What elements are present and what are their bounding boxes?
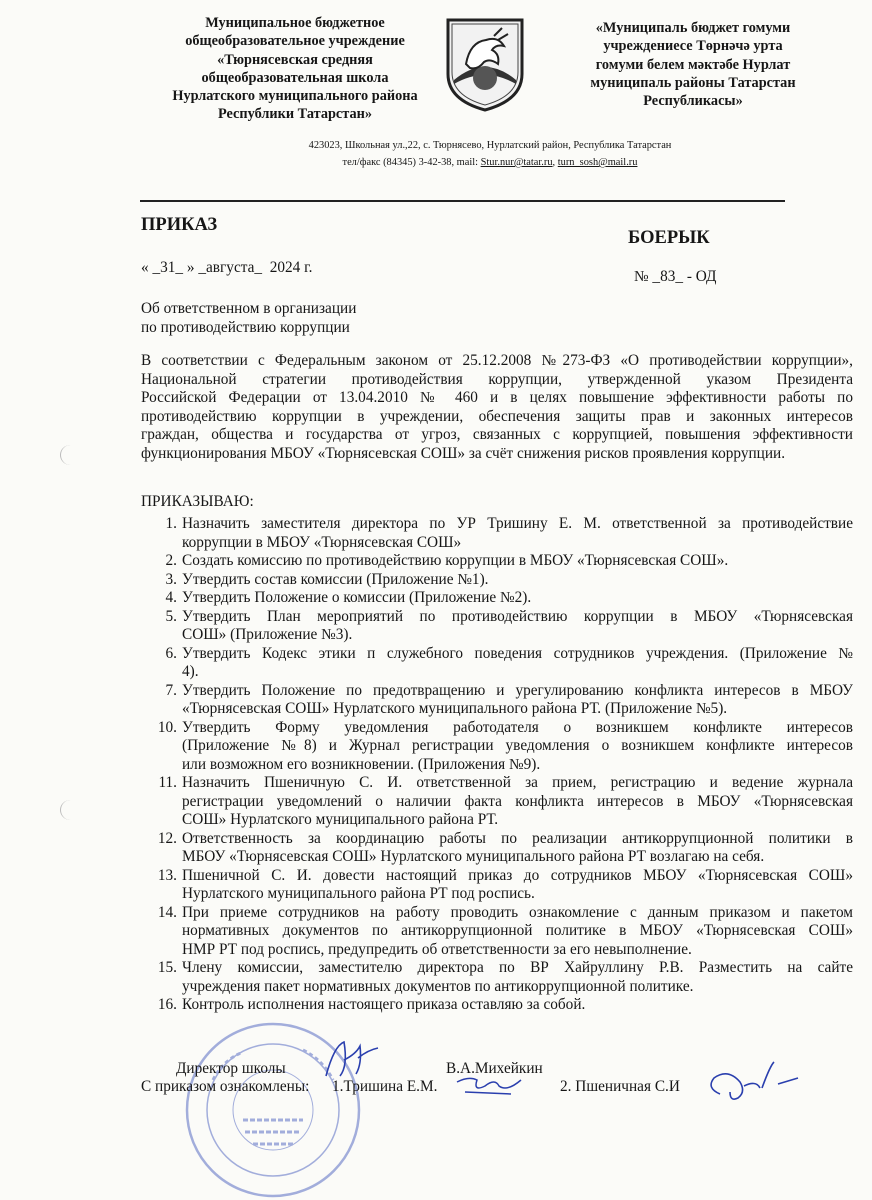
item-number: 6. [165,644,177,662]
preamble [141,352,853,463]
header-left-line: Нурлатского муниципального района [172,88,418,105]
person2-signature [700,1058,800,1108]
header-left-line: Республики Татарстан» [217,106,373,123]
director-role: Директор школы [176,1060,286,1077]
header-divider [140,200,785,202]
item-number: 3. [165,570,177,588]
item-number: 7. [165,681,177,699]
header-left-line: общеобразовательная школа [201,69,389,86]
item-text-line: Назначить Пшеничную С. И. ответственной за прием, регистрацию и ведение журнала [182,774,853,791]
phone: тел/факс (84345) 3-42-38, mail: [342,157,481,168]
list-item [141,904,853,960]
person1-signature [455,1072,525,1098]
preamble-line: противодействию коррупции в учреждении, обеспечения защиты прав и законных интересов [141,407,853,425]
acquainted-person-2: 2. Пшеничная С.И [560,1078,680,1095]
email-link[interactable]: turn_sosh@mail.ru [557,157,638,168]
item-text-line: Создать комиссию по противодействию коррупции в МБОУ «Тюрнясевская СОШ». [182,552,729,569]
item-text-line: Назначить заместителя директора по УР Тришину Е. М. ответственной за противодействие [182,515,853,532]
item-text-line: (Приложение №8) и Журнал регистрации уведомления о возникшем конфликте интересов [182,737,853,754]
item-text-line: нормативных документов по антикоррупционной политике в МБОУ «Тюрнясевская СОШ» [182,922,853,939]
item-number: 10. [157,718,177,736]
item-text-line: регистрации уведомлений о наличии факта конфликта интересов в МБОУ «Тюрнясевская [182,792,853,810]
subject-line: Об ответственном в организации [141,300,357,317]
list-item [141,515,853,552]
header-left [140,14,450,124]
item-text-line: Утвердить План мероприятий по противодействию коррупции в МБОУ «Тюрнясевская [182,607,853,625]
item-text-line: или возможном его возникновении. (Приложения №9). [182,755,541,773]
address: 423023, Школьная ул.,22, с. Тюрнясево, Нурлатский район, Республика Татарстан [308,140,672,151]
preamble-line: Российской Федерации от 13.04.2010 № 460 и в целях повышение эффективности работы по [141,389,853,406]
header-left-line: Муниципальное бюджетное [205,15,385,31]
separator: , [552,157,558,168]
item-text-line: Утвердить Положение по предотвращению и урегулированию конфликта интересов в МБОУ [182,681,853,699]
item-number: 13. [157,866,177,884]
preamble-line: граждан, общества и государства от угроз, связанных с коррупцией, повышения эффективности [141,426,853,443]
order-number: № _83_ - ОД [634,268,717,285]
acquainted-person-1: 1.Тришина Е.М. [332,1078,438,1095]
header-right-line: гомуми белем мәктәбе Нурлат [595,56,791,73]
list-item [141,571,853,590]
item-text-line: Ответственность за координацию работы по реализации антикоррупционной политики в [182,829,853,847]
item-number: 14. [157,903,177,921]
item-text-line: СОШ» (Приложение №3). [182,626,353,643]
header-right-line: Республикасы» [643,93,743,110]
item-text-line: Утвердить состав комиссии (Приложение №1). [182,570,489,588]
item-text-line: 4). [182,663,199,680]
list-item [141,830,853,867]
header-right-line: «Муниципаль бюджет гомуми [595,20,791,36]
title-boeryk: БОЕРЫК [628,228,710,248]
item-text-line: Пшеничной С. И. довести настоящий приказ до сотрудников МБОУ «Тюрнясевская СОШ» [182,866,853,884]
list-item [141,608,853,645]
header-left-line: общеобразовательное учреждение [185,33,405,50]
item-text-line: учреждения пакет нормативных документов по антикоррупционной политике. [182,977,694,995]
item-text-line: МБОУ «Тюрнясевская СОШ» Нурлатского муниципального района РТ возлагаю на себя. [182,848,765,865]
order-date: « _31_ » _августа_ 2024 г. [141,259,313,276]
item-number: 16. [157,996,177,1013]
email-link[interactable]: Stur.nur@tatar.ru [480,157,553,168]
order-subject [141,300,356,337]
item-text-line: СОШ» Нурлатского муниципального района РТ. [182,811,499,828]
list-item [141,552,853,571]
item-text-line: коррупции в МБОУ «Тюрнясевская СОШ» [182,533,462,551]
list-item [141,682,853,719]
prikazyvayu-heading: ПРИКАЗЫВАЮ: [141,493,254,510]
item-text-line: Утвердить Кодекс этики п служебного поведения сотрудников учреждения. (Приложение № [182,644,853,662]
margin-mark [60,445,81,465]
list-item [141,774,853,830]
item-number: 2. [165,552,177,569]
header-right-line: учреждениесе Төрнәчә урта [603,38,783,55]
item-number: 4. [165,589,177,606]
director-signature [322,1036,382,1084]
preamble-line: функционирования МБОУ «Тюрнясевская СОШ» за счёт снижения рисков проявления коррупции. [141,444,786,462]
header-right [548,19,838,110]
director-name: В.А.Михейкин [446,1060,543,1077]
item-text-line: «Тюрнясевская СОШ» Нурлатского муниципального района РТ. (Приложение №5). [182,700,728,717]
list-item [141,959,853,996]
item-text-line: Члену комиссии, заместителю директора по ВР Хайруллину Р.В. Разместить на сайте [182,959,853,976]
list-item [141,645,853,682]
item-text-line: Утвердить Форму уведомления работодателя о возникшем конфликте интересов [182,718,853,736]
item-number: 12. [157,829,177,847]
list-item [141,867,853,904]
item-text-line: Нурлатского муниципального района РТ под роспись. [182,885,535,902]
header-right-line: муниципаль районы Татарстан [590,74,796,91]
item-number: 15. [157,959,177,976]
item-text-line: Контроль исполнения настоящего приказа оставляю за собой. [182,996,586,1013]
header-left-line: «Тюрнясевская средняя [217,51,373,68]
preamble-line: Национальной стратегии противодействия коррупции, утвержденной указом Президента [141,370,853,388]
list-item [141,996,853,1015]
item-text-line: НМР РТ под роспись, предупредить об ответственности за его невыполнение. [182,940,692,958]
item-text-line: При приеме сотрудников на работу проводить ознакомление с данным приказом и пакетом [182,903,853,921]
list-item [141,589,853,608]
coat-of-arms-logo [440,14,530,112]
order-items [141,515,853,1015]
preamble-line: В соответствии с Федеральным законом от 25.12.2008 №273-ФЗ «О противодействии коррупции», [141,352,853,369]
contacts [260,157,720,168]
acquainted-label: С приказом ознакомлены: [141,1078,310,1095]
margin-mark [60,800,81,820]
item-number: 11. [158,774,177,791]
title-prikaz: ПРИКАЗ [141,215,218,235]
subject-line: по противодействию коррупции [141,318,350,336]
item-text-line: Утвердить Положение о комиссии (Приложение №2). [182,589,532,606]
item-number: 5. [165,607,177,625]
list-item [141,719,853,775]
item-number: 1. [165,515,177,532]
